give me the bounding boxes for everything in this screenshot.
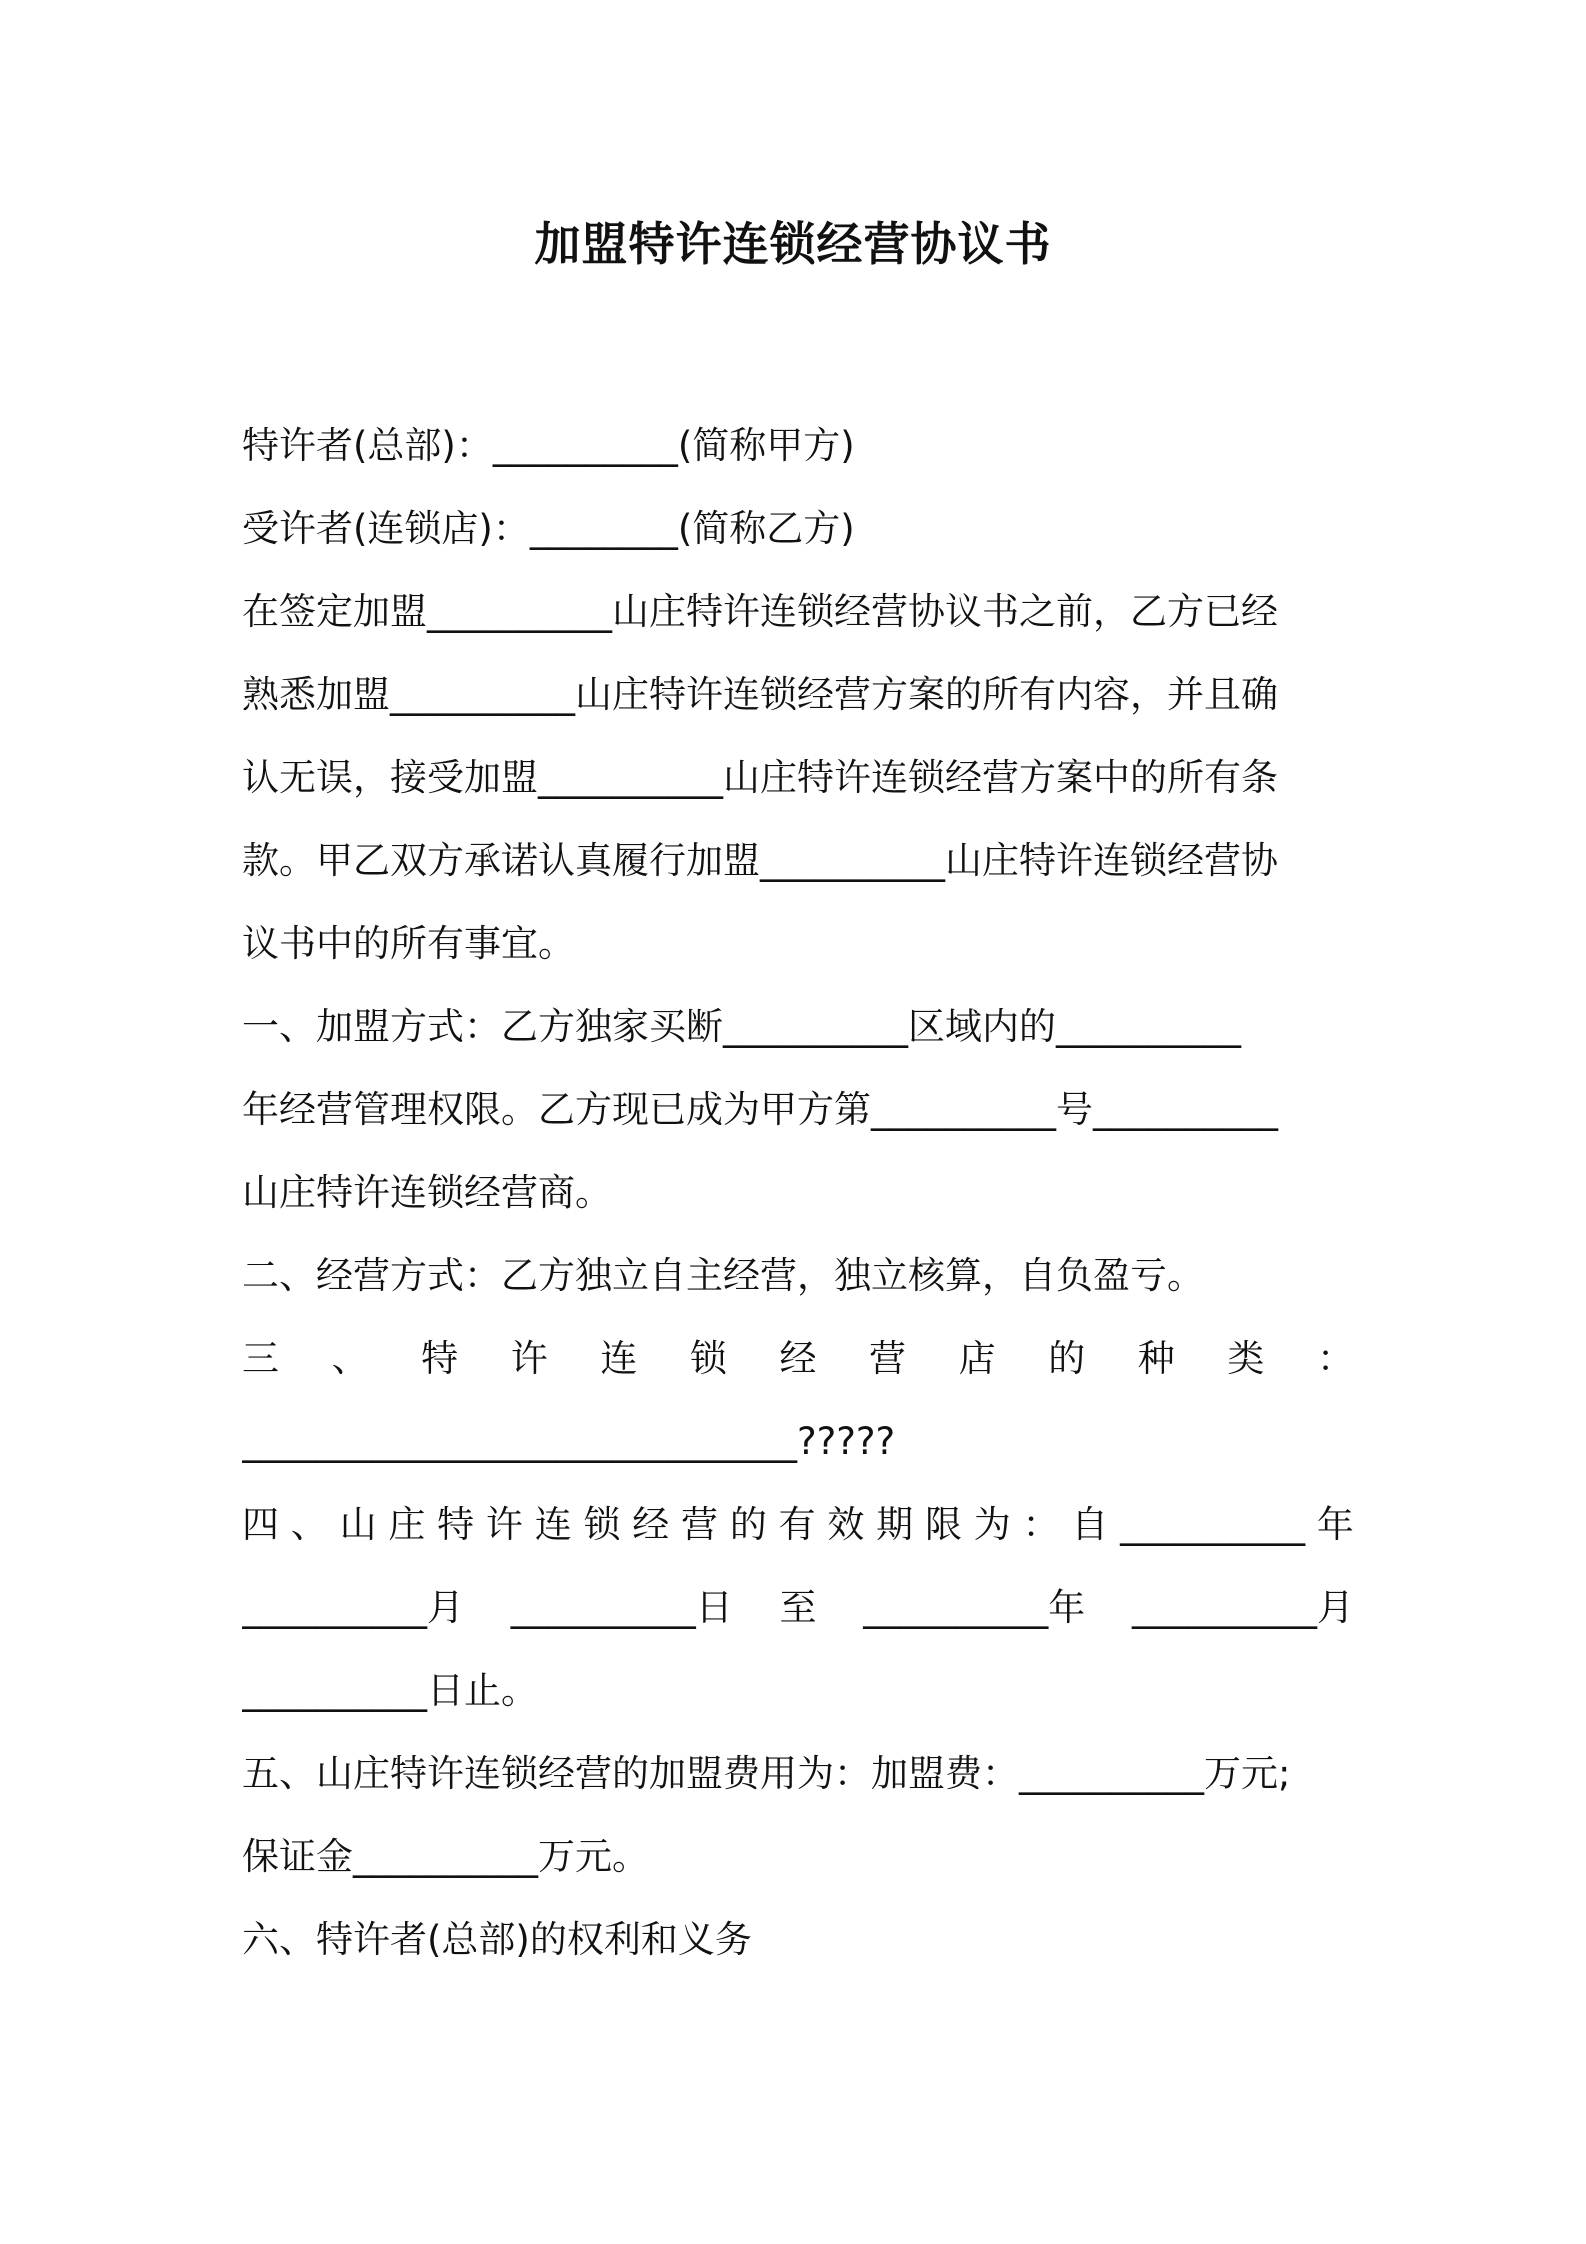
clause-4-blank: __________ <box>1120 1503 1306 1546</box>
clause-4-line-2 <box>242 1566 1354 1649</box>
clause-3-char: 的 <box>1048 1337 1086 1380</box>
clause-4-char: 四 <box>242 1503 279 1546</box>
preamble-line-1: 在签定加盟__________山庄特许连锁经营协议书之前，乙方已经 <box>242 590 1278 633</box>
clause-4-char: 营 <box>681 1503 719 1546</box>
clause-6-heading: 六、特许者(总部)的权利和义务 <box>242 1918 752 1961</box>
clause-3-char: 特 <box>421 1337 459 1380</box>
franchisee-line: 受许者(连锁店)：________(简称乙方) <box>242 507 855 550</box>
clause-4-segment: __________年 <box>863 1586 1086 1629</box>
clause-4-char: 限 <box>924 1503 962 1546</box>
clause-4-char: 锁 <box>583 1503 621 1546</box>
clause-4-char: 许 <box>485 1503 523 1546</box>
clause-1-line-1: 一、加盟方式：乙方独家买断__________区域内的__________ <box>242 1005 1241 1048</box>
clause-4-char: 效 <box>827 1503 865 1546</box>
clause-3-char: 、 <box>331 1337 369 1380</box>
document-body <box>242 404 1354 1981</box>
franchisor-line: 特许者(总部)：__________(简称甲方) <box>242 424 855 467</box>
clause-4-char: 年 <box>1316 1503 1354 1546</box>
preamble-line-2: 熟悉加盟__________山庄特许连锁经营方案的所有内容，并且确 <box>242 673 1278 716</box>
clause-4-char: 自 <box>1071 1503 1109 1546</box>
clause-1-line-2: 年经营管理权限。乙方现已成为甲方第__________号__________ <box>242 1088 1278 1131</box>
clause-1-line-3: 山庄特许连锁经营商。 <box>242 1171 612 1214</box>
clause-4-segment: __________月 <box>242 1586 464 1629</box>
clause-3-char: 三 <box>242 1337 279 1380</box>
clause-4-char: ： <box>1022 1503 1060 1546</box>
clause-4-char: 经 <box>632 1503 670 1546</box>
clause-3-char: 连 <box>600 1337 638 1380</box>
clause-4-segment: __________日 <box>510 1586 733 1629</box>
clause-3-char: ： <box>1316 1337 1354 1380</box>
clause-4-segment: __________月 <box>1132 1586 1354 1629</box>
clause-4-char: 庄 <box>388 1503 426 1546</box>
clause-5-line-2: 保证金__________万元。 <box>242 1835 649 1878</box>
preamble-line-5: 议书中的所有事宜。 <box>242 922 575 965</box>
clause-4-char: 山 <box>339 1503 377 1546</box>
clause-4-line-1 <box>242 1483 1354 1566</box>
clause-3-char: 店 <box>958 1337 996 1380</box>
clause-4-segment: 至 <box>779 1586 817 1629</box>
preamble-line-3: 认无误，接受加盟__________山庄特许连锁经营方案中的所有条 <box>242 756 1278 799</box>
clause-3-line-2: ______________________________????? <box>242 1420 896 1463</box>
clause-3-char: 营 <box>869 1337 907 1380</box>
clause-4-char: 连 <box>534 1503 572 1546</box>
clause-2-line: 二、经营方式：乙方独立自主经营，独立核算，自负盈亏。 <box>242 1254 1204 1297</box>
clause-4-char: 、 <box>290 1503 328 1546</box>
clause-4-char: 的 <box>729 1503 767 1546</box>
preamble-line-4: 款。甲乙双方承诺认真履行加盟__________山庄特许连锁经营协 <box>242 839 1278 882</box>
clause-3-char: 种 <box>1137 1337 1175 1380</box>
clause-4-char: 为 <box>973 1503 1011 1546</box>
clause-3-line-1 <box>242 1317 1354 1400</box>
clause-3-char: 锁 <box>689 1337 727 1380</box>
document-title: 加盟特许连锁经营协议书 <box>534 217 1052 271</box>
clause-4-line-3: __________日止。 <box>242 1669 538 1712</box>
clause-4-char: 期 <box>876 1503 914 1546</box>
clause-5-line-1: 五、山庄特许连锁经营的加盟费用为：加盟费：__________万元; <box>242 1752 1291 1795</box>
clause-4-char: 特 <box>437 1503 475 1546</box>
clause-3-char: 许 <box>510 1337 548 1380</box>
clause-3-char: 类 <box>1227 1337 1265 1380</box>
clause-3-char: 经 <box>779 1337 817 1380</box>
clause-4-char: 有 <box>778 1503 816 1546</box>
